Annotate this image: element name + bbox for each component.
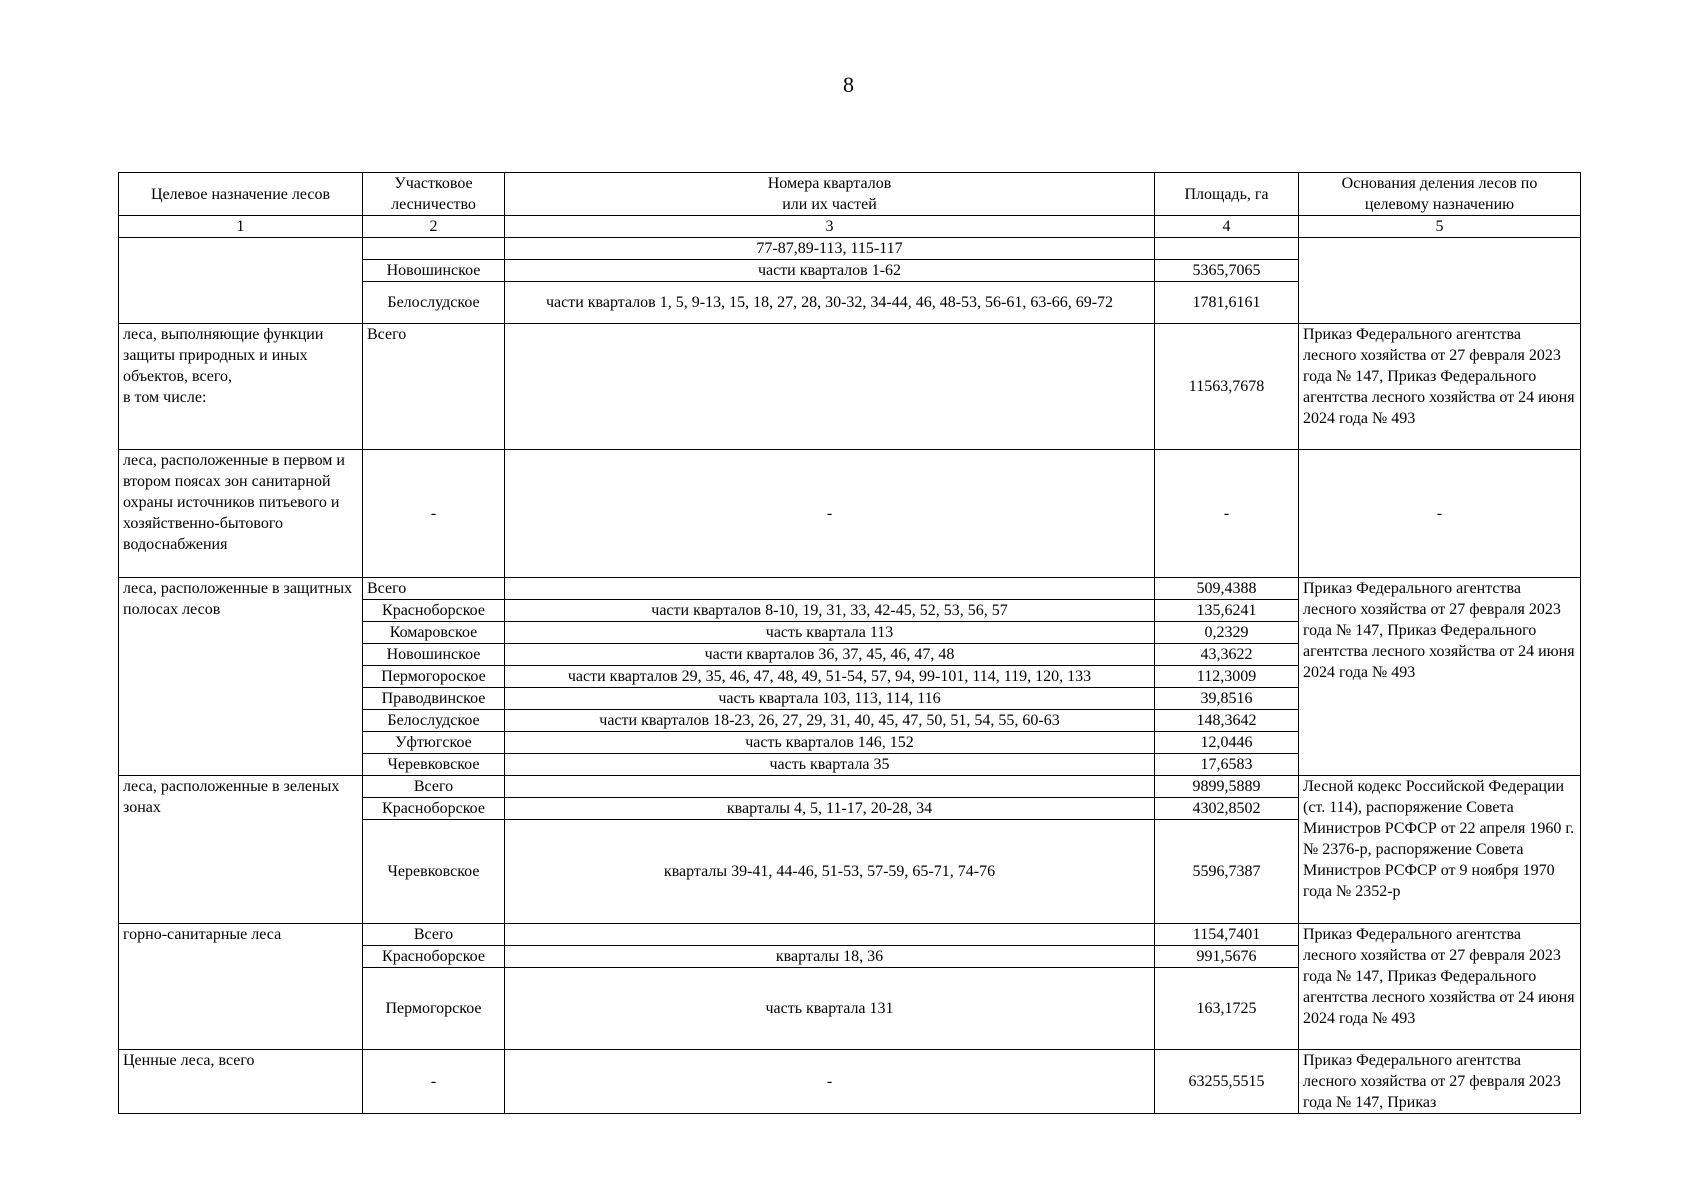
district-cell: Красноборское: [363, 798, 505, 820]
header-quarters: Номера кварталов или их частей: [505, 173, 1155, 216]
purpose-cell: леса, расположенные в зеленых зонах: [119, 776, 363, 924]
quarters-cell: части кварталов 36, 37, 45, 46, 47, 48: [505, 644, 1155, 666]
district-cell: Черевковское: [363, 820, 505, 924]
area-cell: 43,3622: [1155, 644, 1299, 666]
page-number: 8: [843, 72, 854, 97]
area-cell: 63255,5515: [1155, 1050, 1299, 1114]
area-cell: 112,3009: [1155, 666, 1299, 688]
col-number: 3: [505, 216, 1155, 238]
area-cell: 12,0446: [1155, 732, 1299, 754]
quarters-cell: часть квартала 35: [505, 754, 1155, 776]
district-cell: Белослудское: [363, 710, 505, 732]
district-cell: Красноборское: [363, 600, 505, 622]
area-cell: 135,6241: [1155, 600, 1299, 622]
basis-cell: -: [1299, 450, 1581, 578]
quarters-cell: 77-87,89-113, 115-117: [505, 238, 1155, 260]
area-cell: 163,1725: [1155, 968, 1299, 1050]
table-header-row: [119, 173, 1581, 216]
quarters-cell: кварталы 4, 5, 11-17, 20-28, 34: [505, 798, 1155, 820]
header-basis: Основания деления лесов по целевому назначению: [1299, 173, 1581, 216]
quarters-cell: [505, 776, 1155, 798]
district-cell: Уфтюгское: [363, 732, 505, 754]
basis-cell: Приказ Федерального агентства лесного хозяйства от 27 февраля 2023 года № 147, Приказ Федерального агентства лесного хозяйства от 24 июня 2024 года № 493: [1299, 578, 1581, 776]
table-row: [119, 924, 1581, 946]
quarters-cell: -: [505, 450, 1155, 578]
area-cell: 0,2329: [1155, 622, 1299, 644]
header-area: Площадь, га: [1155, 173, 1299, 216]
district-cell: Новошинское: [363, 644, 505, 666]
area-cell: 4302,8502: [1155, 798, 1299, 820]
quarters-cell: [505, 578, 1155, 600]
table-row: [119, 450, 1581, 578]
purpose-cell: леса, расположенные в первом и втором поясах зон санитарной охраны источников питьевого и хозяйственно-бытового водоснабжения: [119, 450, 363, 578]
basis-cell: Приказ Федерального агентства лесного хозяйства от 27 февраля 2023 года № 147, Приказ Федерального агентства лесного хозяйства от 24 июня 2024 года № 493: [1299, 324, 1581, 450]
quarters-cell: части кварталов 8-10, 19, 31, 33, 42-45, 52, 53, 56, 57: [505, 600, 1155, 622]
col-number: 2: [363, 216, 505, 238]
header-purpose: Целевое назначение лесов: [119, 173, 363, 216]
area-cell: 991,5676: [1155, 946, 1299, 968]
quarters-cell: [505, 924, 1155, 946]
quarters-cell: часть кварталов 146, 152: [505, 732, 1155, 754]
district-cell: Праводвинское: [363, 688, 505, 710]
forest-purpose-table: [118, 172, 1581, 1114]
table-row: [119, 776, 1581, 798]
quarters-cell: часть квартала 131: [505, 968, 1155, 1050]
district-cell: Всего: [363, 776, 505, 798]
quarters-cell: части кварталов 1-62: [505, 260, 1155, 282]
col-number: 4: [1155, 216, 1299, 238]
area-cell: 11563,7678: [1155, 324, 1299, 450]
area-cell: 9899,5889: [1155, 776, 1299, 798]
quarters-cell: части кварталов 1, 5, 9-13, 15, 18, 27, 28, 30-32, 34-44, 46, 48-53, 56-61, 63-66, 69-72: [505, 282, 1155, 324]
purpose-cell: Ценные леса, всего: [119, 1050, 363, 1114]
district-cell: Всего: [363, 324, 505, 450]
quarters-cell: часть квартала 113: [505, 622, 1155, 644]
district-cell: Новошинское: [363, 260, 505, 282]
table-row: [119, 1050, 1581, 1114]
quarters-cell: [505, 324, 1155, 450]
purpose-cell: леса, выполняющие функции защиты природных и иных объектов, всего, в том числе:: [119, 324, 363, 450]
area-cell: 148,3642: [1155, 710, 1299, 732]
district-cell: Черевковское: [363, 754, 505, 776]
table-row: [119, 578, 1581, 600]
quarters-cell: часть квартала 103, 113, 114, 116: [505, 688, 1155, 710]
district-cell: Всего: [363, 578, 505, 600]
table-row: [119, 324, 1581, 450]
area-cell: 5596,7387: [1155, 820, 1299, 924]
district-cell: [363, 238, 505, 260]
district-cell: Комаровское: [363, 622, 505, 644]
column-number-row: [119, 216, 1581, 238]
quarters-cell: -: [505, 1050, 1155, 1114]
quarters-cell: части кварталов 18-23, 26, 27, 29, 31, 40, 45, 47, 50, 51, 54, 55, 60-63: [505, 710, 1155, 732]
district-cell: Белослудское: [363, 282, 505, 324]
quarters-cell: части кварталов 29, 35, 46, 47, 48, 49, 51-54, 57, 94, 99-101, 114, 119, 120, 133: [505, 666, 1155, 688]
basis-cell: Приказ Федерального агентства лесного хозяйства от 27 февраля 2023 года № 147, Приказ Федерального агентства лесного хозяйства от 24 июня 2024 года № 493: [1299, 924, 1581, 1050]
col-number: 5: [1299, 216, 1581, 238]
basis-cell: Лесной кодекс Российской Федерации (ст. 114), распоряжение Совета Министров РСФСР от 22 апреля 1960 г. № 2376-р, распоряжение Совета Министров РСФСР от 9 ноября 1970 года № 2352-р: [1299, 776, 1581, 924]
header-district: Участковое лесничество: [363, 173, 505, 216]
purpose-cell: горно-санитарные леса: [119, 924, 363, 1050]
col-number: 1: [119, 216, 363, 238]
purpose-cell: леса, расположенные в защитных полосах лесов: [119, 578, 363, 776]
district-cell: Всего: [363, 924, 505, 946]
quarters-cell: кварталы 18, 36: [505, 946, 1155, 968]
district-cell: Пермогорское: [363, 968, 505, 1050]
district-cell: -: [363, 1050, 505, 1114]
area-cell: 5365,7065: [1155, 260, 1299, 282]
district-cell: Красноборское: [363, 946, 505, 968]
area-cell: [1155, 238, 1299, 260]
area-cell: 39,8516: [1155, 688, 1299, 710]
district-cell: Пермогороское: [363, 666, 505, 688]
basis-cell: Приказ Федерального агентства лесного хозяйства от 27 февраля 2023 года № 147, Приказ: [1299, 1050, 1581, 1114]
quarters-cell: кварталы 39-41, 44-46, 51-53, 57-59, 65-71, 74-76: [505, 820, 1155, 924]
basis-cell: [1299, 238, 1581, 324]
area-cell: 509,4388: [1155, 578, 1299, 600]
purpose-cell: [119, 238, 363, 324]
area-cell: 17,6583: [1155, 754, 1299, 776]
area-cell: 1154,7401: [1155, 924, 1299, 946]
district-cell: -: [363, 450, 505, 578]
area-cell: 1781,6161: [1155, 282, 1299, 324]
area-cell: -: [1155, 450, 1299, 578]
table-row: [119, 238, 1581, 260]
